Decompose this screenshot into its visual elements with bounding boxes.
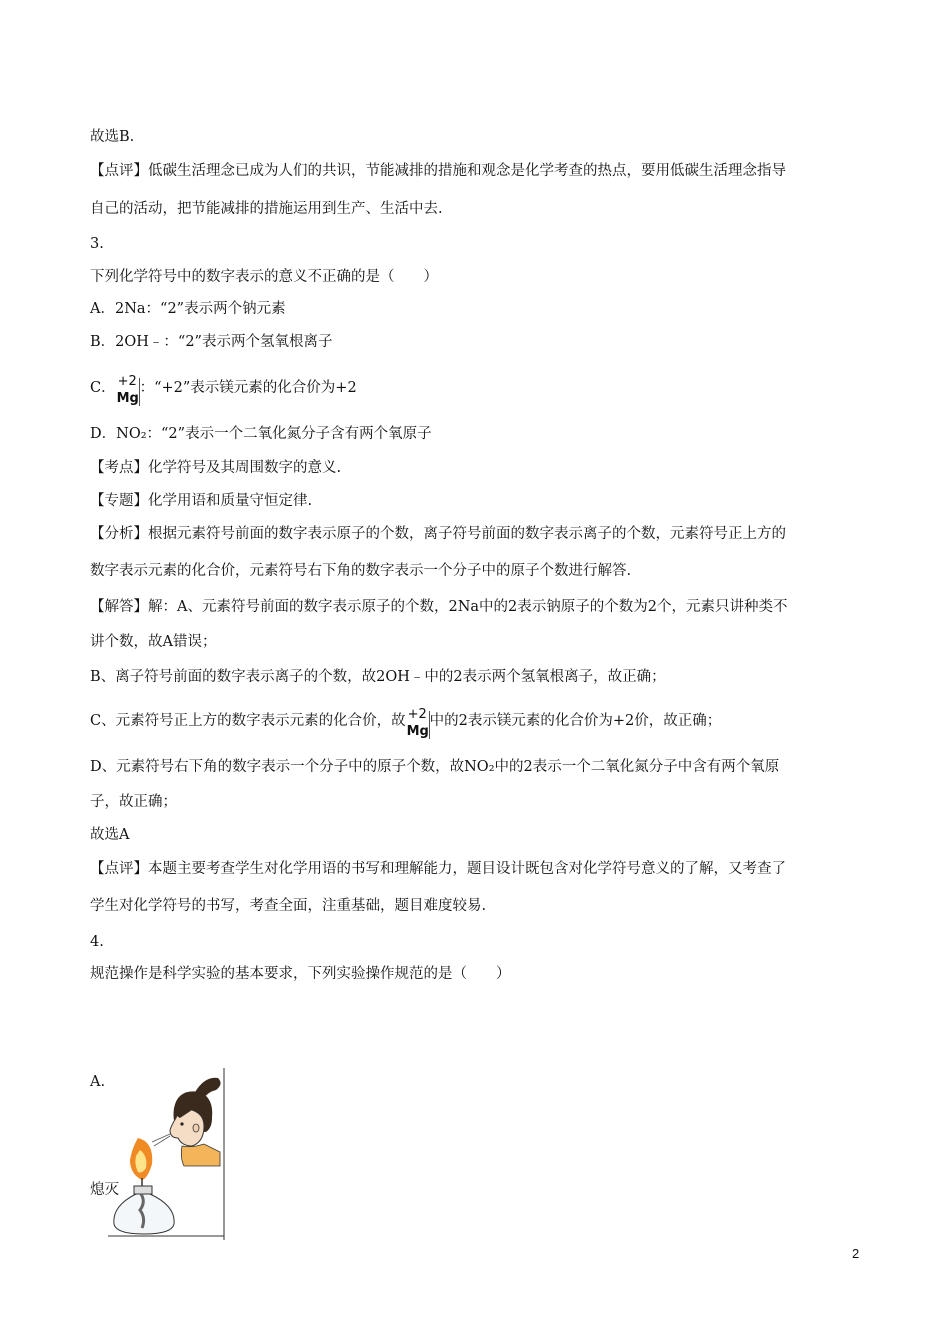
jieda-line-cont: 讲个数，故A错误； bbox=[90, 634, 217, 650]
jieda-c-post: 中的2表示镁元素的化合价为+2价，故正确； bbox=[429, 713, 722, 729]
valence-charge: +2 bbox=[407, 707, 427, 722]
comment-line-2 bbox=[90, 859, 786, 879]
jieda-line bbox=[90, 597, 787, 617]
option-a: A．2Na：“2”表示两个钠元素 bbox=[90, 301, 286, 317]
section-text: 解：A、元素符号前面的数字表示原子的个数，2Na中的2表示钠原子的个数为2个，元素只讲种类不 bbox=[148, 599, 788, 615]
valence-element: Mg bbox=[406, 724, 429, 739]
question-stem: 下列化学符号中的数字表示的意义不正确的是（ ） bbox=[90, 269, 438, 285]
option-d: D．NO₂：“2”表示一个二氧化氮分子含有两个氧原子 bbox=[90, 426, 432, 442]
zhuanti-line bbox=[90, 491, 312, 511]
symbol-divider bbox=[429, 711, 430, 739]
valence-charge: +2 bbox=[117, 374, 137, 389]
option-a-label: A. bbox=[90, 1074, 106, 1090]
section-text: 低碳生活理念已成为人们的共识，节能减排的措施和观念是化学考查的热点，要用低碳生活理念指导 bbox=[148, 163, 786, 179]
question-stem-4: 规范操作是科学实验的基本要求，下列实验操作规范的是（ ） bbox=[90, 966, 511, 982]
option-c bbox=[90, 374, 357, 406]
section-tag: 【专题】 bbox=[90, 493, 148, 509]
section-text: 化学用语和质量守恒定律. bbox=[148, 493, 313, 509]
section-tag: 【考点】 bbox=[90, 460, 148, 476]
fenxi-line bbox=[90, 524, 786, 544]
question-number: 3. bbox=[90, 236, 104, 252]
jieda-b: B、离子符号前面的数字表示离子的个数，故2OH﹣中的2表示两个氢氧根离子，故正确； bbox=[90, 669, 666, 685]
page-number: 2 bbox=[852, 1246, 860, 1261]
section-text: 根据元素符号前面的数字表示原子的个数，离子符号前面的数字表示离子的个数，元素符号正上方的 bbox=[148, 526, 786, 542]
conclusion-line: 故选B. bbox=[90, 129, 135, 145]
flame bbox=[130, 1138, 152, 1180]
section-tag: 【点评】 bbox=[90, 163, 148, 179]
option-c-text: ：“+2”表示镁元素的化合价为+2 bbox=[139, 380, 357, 396]
kaodian-line bbox=[90, 458, 341, 478]
jieda-c bbox=[90, 707, 722, 739]
jieda-d-cont: 子，故正确； bbox=[90, 794, 177, 810]
section-text: 化学符号及其周围数字的意义. bbox=[148, 460, 342, 476]
option-a-caption: 熄灭 bbox=[90, 1182, 119, 1198]
valence-element: Mg bbox=[116, 391, 139, 406]
valence-symbol bbox=[406, 707, 430, 739]
valence-symbol bbox=[116, 374, 140, 406]
comment-line bbox=[90, 161, 786, 181]
answer-line: 故选A bbox=[90, 827, 130, 843]
blowing-out-alcohol-lamp-illustration bbox=[108, 1068, 228, 1240]
jieda-c-pre: C、元素符号正上方的数字表示元素的化合价，故 bbox=[90, 713, 406, 729]
lamp-collar bbox=[134, 1186, 152, 1194]
section-tag: 【点评】 bbox=[90, 861, 148, 877]
comment-line-cont: 自己的活动，把节能减排的措施运用到生产、生活中去. bbox=[90, 201, 443, 217]
section-tag: 【解答】 bbox=[90, 599, 148, 615]
option-c-label: C． bbox=[90, 380, 116, 396]
symbol-divider bbox=[139, 378, 140, 406]
option-b: B．2OH﹣：“2”表示两个氢氧根离子 bbox=[90, 334, 333, 350]
fenxi-line-cont: 数字表示元素的化合价，元素符号右下角的数字表示一个分子中的原子个数进行解答. bbox=[90, 563, 632, 579]
jieda-d: D、元素符号右下角的数字表示一个分子中的原子个数，故NO₂中的2表示一个二氧化氮分子中含有两个氧原 bbox=[90, 759, 780, 775]
comment-line-2-cont: 学生对化学符号的书写，考查全面，注重基础，题目难度较易. bbox=[90, 898, 487, 914]
section-text: 本题主要考查学生对化学用语的书写和理解能力，题目设计既包含对化学符号意义的了解，又考查了 bbox=[148, 861, 786, 877]
question-number-4: 4. bbox=[90, 934, 104, 950]
section-tag: 【分析】 bbox=[90, 526, 148, 542]
girl-figure bbox=[152, 1078, 221, 1166]
